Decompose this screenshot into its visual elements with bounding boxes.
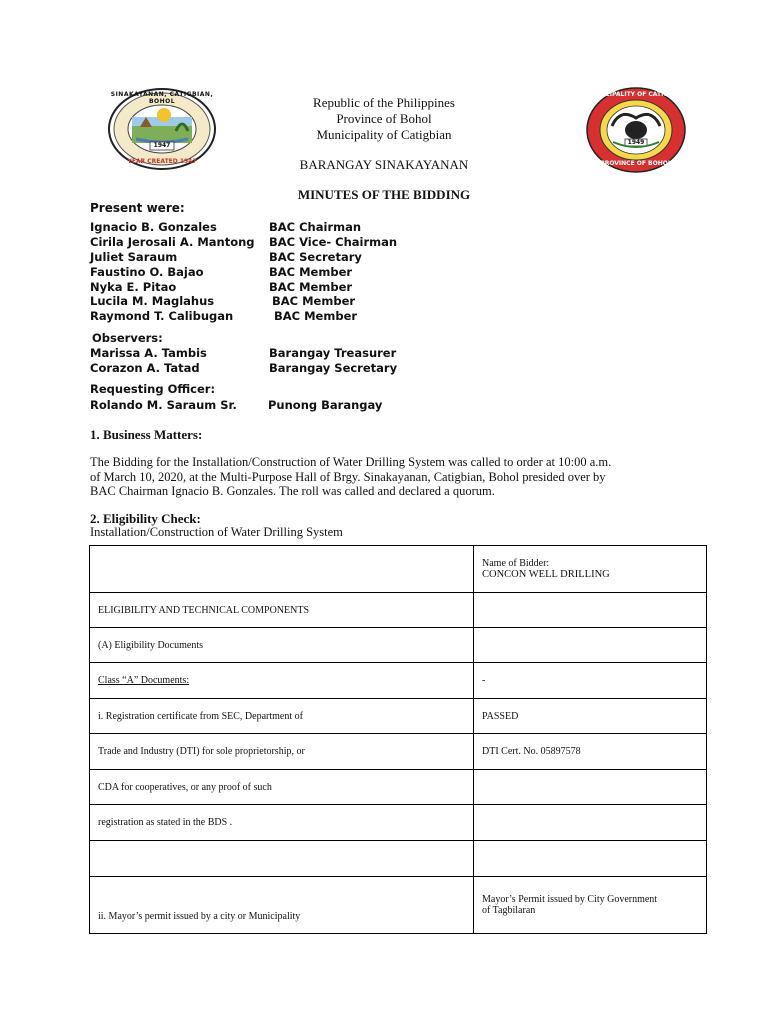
requesting-officer-label: Requesting Officer: <box>90 382 216 396</box>
member-role: BAC Secretary <box>269 250 362 264</box>
table-row <box>90 593 707 628</box>
permit-text: of Tagbilaran <box>482 905 536 916</box>
observer-role: Barangay Secretary <box>269 361 398 375</box>
bidder-name: CONCON WELL DRILLING <box>482 569 610 580</box>
table-row <box>90 841 707 877</box>
member-role: BAC Member <box>269 265 353 279</box>
header-barangay: BARANGAY SINAKAYANAN <box>299 157 469 172</box>
table-row <box>90 663 707 699</box>
seal-year-badge: 1949 <box>627 139 645 146</box>
table-cell: Class “A” Documents: <box>90 663 474 699</box>
member-role: BAC Member <box>269 280 353 294</box>
table-row <box>90 770 707 805</box>
seal-top-text: SINAKAYANAN, CATIGBIAN, BOHOL <box>110 91 214 105</box>
seal-bottom-text: YEAR CREATED 1947 <box>127 158 197 165</box>
seal-year-badge: 1947 <box>153 142 171 149</box>
table-row <box>90 546 707 593</box>
eligibility-table <box>89 545 707 934</box>
table-cell <box>474 805 707 841</box>
business-text-line: of March 10, 2020, at the Multi-Purpose Hall of Brgy. Sinakayanan, Catigbian, Bohol presided over by <box>90 470 606 484</box>
member-name: Cirila Jerosali A. Mantong <box>90 235 255 249</box>
member-name: Faustino O. Bajao <box>90 265 204 279</box>
member-name: Juliet Saraum <box>90 250 178 264</box>
table-cell: (A) Eligibility Documents <box>90 628 474 663</box>
table-cell: Trade and Industry (DTI) for sole proprietorship, or <box>90 734 474 770</box>
table-cell <box>474 841 707 877</box>
observer-name: Marissa A. Tambis <box>90 346 207 360</box>
table-cell: DTI Cert. No. 05897578 <box>474 734 707 770</box>
business-text-line: The Bidding for the Installation/Construction of Water Drilling System was called to order at 10:00 a.m. <box>90 455 612 469</box>
member-role: BAC Member <box>274 309 358 323</box>
header-municipality: Municipality of Catigbian <box>316 127 452 142</box>
seal-top-text: MUNICIPALITY OF CATIGBIAN <box>587 91 685 98</box>
member-role: BAC Vice- Chairman <box>269 235 398 249</box>
member-name: Raymond T. Calibugan <box>90 309 234 323</box>
requesting-officer-name: Rolando M. Saraum Sr. <box>90 398 237 412</box>
member-name: Ignacio B. Gonzales <box>90 220 217 234</box>
table-cell: ELIGIBILITY AND TECHNICAL COMPONENTS <box>90 593 474 628</box>
table-cell: CDA for cooperatives, or any proof of such <box>90 770 474 805</box>
seal-bottom-text: PROVINCE OF BOHOL <box>600 160 672 167</box>
table-cell <box>90 841 474 877</box>
permit-text: Mayor’s Permit issued by City Government <box>482 894 658 905</box>
observers-label: Observers: <box>92 331 163 345</box>
table-cell <box>474 770 707 805</box>
table-row <box>90 805 707 841</box>
table-row <box>90 628 707 663</box>
table-cell: ii. Mayor’s permit issued by a city or Municipality <box>90 877 474 934</box>
member-role: BAC Member <box>272 294 356 308</box>
table-row <box>90 734 707 770</box>
page-title: MINUTES OF THE BIDDING <box>297 187 471 202</box>
table-cell: PASSED <box>474 699 707 734</box>
observer-name: Corazon A. Tatad <box>90 361 200 375</box>
table-row <box>90 877 707 934</box>
table-cell <box>474 628 707 663</box>
member-name: Nyka E. Pitao <box>90 280 177 294</box>
bidder-label: Name of Bidder: <box>482 558 550 569</box>
header-province: Province of Bohol <box>336 111 432 126</box>
table-cell <box>474 877 707 934</box>
member-name: Lucila M. Maglahus <box>90 294 215 308</box>
table-cell: - <box>474 663 707 699</box>
eligibility-subheading: Installation/Construction of Water Drilling System <box>90 525 343 539</box>
table-cell <box>474 546 707 593</box>
member-role: BAC Chairman <box>269 220 362 234</box>
table-cell: registration as stated in the BDS . <box>90 805 474 841</box>
eligibility-heading: 2. Eligibility Check: <box>90 511 201 526</box>
observer-role: Barangay Treasurer <box>269 346 397 360</box>
present-label: Present were: <box>90 201 185 215</box>
business-text-line: BAC Chairman Ignacio B. Gonzales. The roll was called and declared a quorum. <box>90 484 495 498</box>
business-matters-heading: 1. Business Matters: <box>90 427 203 442</box>
table-cell <box>90 546 474 593</box>
table-cell: i. Registration certificate from SEC, Department of <box>90 699 474 734</box>
table-cell <box>474 593 707 628</box>
header-republic: Republic of the Philippines <box>313 95 455 110</box>
requesting-officer-role: Punong Barangay <box>268 398 383 412</box>
table-row <box>90 699 707 734</box>
